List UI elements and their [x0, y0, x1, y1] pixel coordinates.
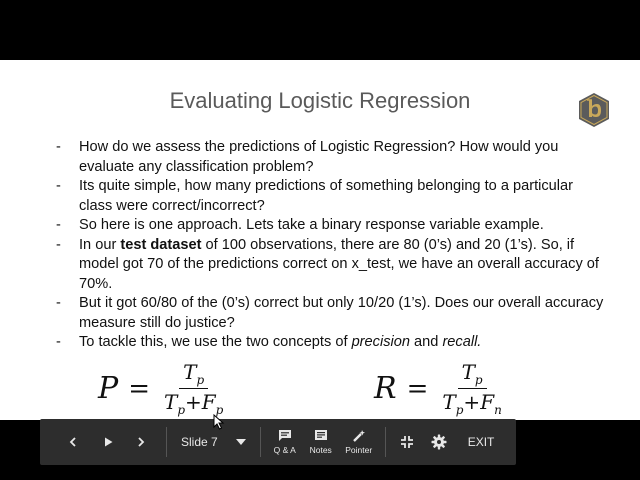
bullet-text: So here is one approach. Lets take a binary response variable example.	[79, 217, 544, 233]
formula-fraction	[438, 360, 505, 417]
bullet-text-mid: and	[409, 334, 443, 350]
presenter-toolbar	[40, 419, 516, 465]
pointer-button[interactable]	[339, 419, 379, 465]
bullet-text: But it got 60/80 of the (0’s) correct but only 10/20 (1’s). Does our overall accuracy measure still do justice?	[79, 295, 604, 331]
exit-fullscreen-icon	[400, 435, 414, 449]
bullet-dash: -	[56, 139, 61, 155]
brand-logo-icon	[578, 92, 610, 128]
bullet-item	[56, 333, 606, 353]
mouse-cursor-icon	[213, 414, 225, 430]
bullet-text: How do we assess the predictions of Logistic Regression? How would you evaluate any classification problem?	[79, 139, 559, 175]
slide-selector-label: Slide 7	[181, 435, 218, 449]
recall-formula	[374, 360, 506, 417]
bullet-dash: -	[56, 295, 61, 311]
exit-button[interactable]: EXIT	[467, 435, 495, 449]
precision-formula	[98, 360, 227, 417]
settings-button[interactable]	[422, 419, 456, 465]
chevron-right-icon	[135, 436, 147, 448]
formula-denominator: $T_p+F_n$	[442, 390, 502, 417]
bullet-text-pre: To tackle this, we use the two concepts of	[79, 334, 352, 350]
notes-label: Notes	[309, 445, 332, 455]
bullet-dash: -	[56, 236, 61, 253]
bullet-item	[56, 177, 606, 216]
bullet-dash: -	[56, 334, 61, 350]
bullet-text-em-recall: recall.	[442, 334, 482, 350]
toolbar-divider	[166, 427, 167, 457]
chevron-left-icon	[67, 436, 79, 448]
notes-icon	[314, 429, 328, 442]
bullet-text-em-precision: precision	[351, 334, 410, 350]
play-icon	[102, 436, 114, 448]
gear-icon	[431, 434, 447, 450]
formula-denominator: $T_p+F_p$	[163, 390, 224, 417]
previous-slide-button[interactable]	[52, 419, 94, 465]
qa-button[interactable]	[267, 419, 303, 465]
play-button[interactable]	[94, 419, 122, 465]
exit-fullscreen-button[interactable]	[392, 419, 422, 465]
bullet-text-pre: In our	[79, 236, 121, 253]
slide-canvas	[0, 60, 640, 420]
formula-numerator: $T_p$	[458, 360, 487, 389]
toolbar-divider	[260, 427, 261, 457]
formula-fraction	[160, 360, 227, 417]
bullet-item	[56, 294, 606, 333]
formula-equals: =	[128, 373, 150, 404]
bullet-item	[56, 236, 606, 295]
formula-equals: =	[406, 373, 429, 404]
slide-title: Evaluating Logistic Regression	[169, 88, 471, 113]
qa-label: Q & A	[273, 445, 296, 455]
formula-numerator: $T_p$	[179, 360, 208, 389]
bullet-text: Its quite simple, how many predictions of something belonging to a particular class were correct/incorrect?	[79, 178, 574, 214]
bullet-text-bold: test dataset	[120, 236, 202, 253]
formula-lhs: R	[374, 371, 397, 406]
next-slide-button[interactable]	[122, 419, 160, 465]
pointer-label: Pointer	[345, 445, 373, 455]
formula-lhs: P	[98, 371, 119, 406]
bullet-list	[56, 138, 606, 353]
bullet-item	[56, 216, 606, 236]
chat-bubble-icon	[278, 429, 292, 442]
bullet-text-post: of 100 observations, there are 80 (0’s) and 20 (1’s). So, if model got 70 of the predictions correct on x_test, we have an overall accuracy of 70%.	[79, 236, 599, 292]
bullet-dash: -	[56, 217, 61, 233]
bullet-item	[56, 138, 606, 177]
toolbar-divider	[385, 427, 386, 457]
notes-button[interactable]	[303, 419, 339, 465]
laser-pointer-icon	[352, 429, 366, 442]
bullet-dash: -	[56, 178, 61, 194]
caret-down-icon	[236, 439, 246, 445]
